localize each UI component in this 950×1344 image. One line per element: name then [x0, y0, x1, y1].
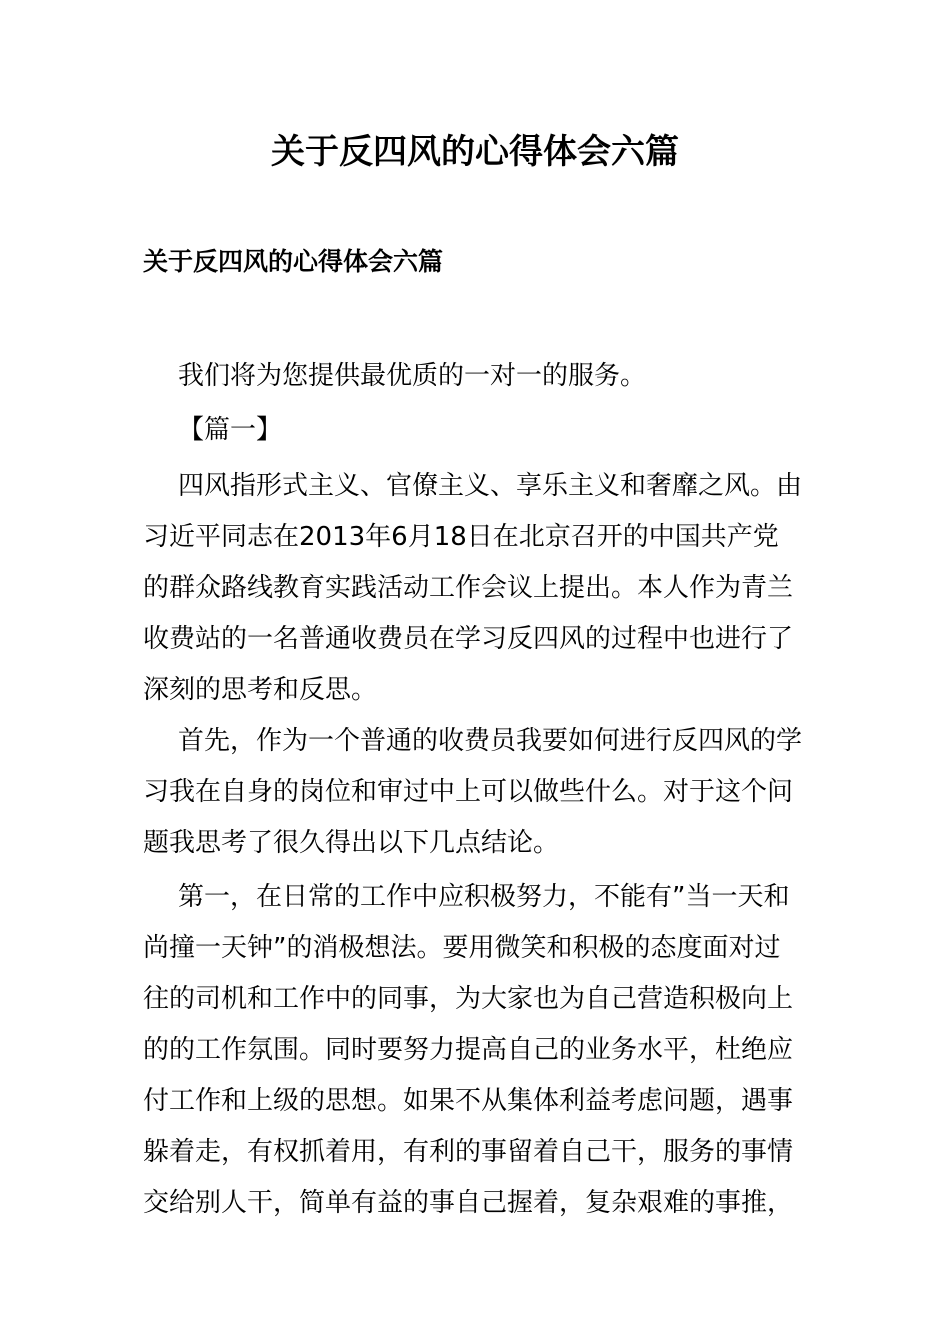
paragraph-3-line-5: 付工作和上级的思想。如果不从集体利益考虑问题，遇事 — [143, 1086, 794, 1116]
paragraph-1-line-1: 四风指形式主义、官僚主义、享乐主义和奢靡之风。由 — [178, 471, 803, 501]
paragraph-1-line-5: 深刻的思考和反思。 — [143, 675, 378, 705]
paragraph-3-line-4: 的的工作氛围。同时要努力提高自己的业务水平，杜绝应 — [143, 1035, 794, 1065]
document-subtitle: 关于反四风的心得体会六篇 — [143, 247, 444, 276]
document-title: 关于反四风的心得体会六篇 — [271, 132, 679, 172]
paragraph-2-line-2: 习我在自身的岗位和审过中上可以做些什么。对于这个问 — [143, 777, 794, 807]
section-heading: 【篇一】 — [178, 415, 283, 445]
paragraph-3-line-1: 第一，在日常的工作中应积极努力，不能有”当一天和 — [178, 882, 790, 912]
paragraph-1-line-4: 收费站的一名普通收费员在学习反四风的过程中也进行了 — [143, 624, 794, 654]
paragraph-2-line-1: 首先，作为一个普通的收费员我要如何进行反四风的学 — [178, 726, 803, 756]
intro-line: 我们将为您提供最优质的一对一的服务。 — [178, 361, 647, 391]
paragraph-1-line-2: 习近平同志在2013年6月18日在北京召开的中国共产党 — [143, 522, 779, 552]
paragraph-3-line-7: 交给别人干，简单有益的事自己握着，复杂艰难的事推， — [143, 1188, 794, 1218]
paragraph-1-line-3: 的群众路线教育实践活动工作会议上提出。本人作为青兰 — [143, 573, 794, 603]
paragraph-2-line-3: 题我思考了很久得出以下几点结论。 — [143, 828, 560, 858]
paragraph-3-line-2: 尚撞一天钟”的消极想法。要用微笑和积极的态度面对过 — [143, 933, 781, 963]
paragraph-3-line-6: 躲着走，有权抓着用，有利的事留着自己干，服务的事情 — [143, 1137, 794, 1167]
paragraph-3-line-3: 往的司机和工作中的同事，为大家也为自己营造积极向上 — [143, 984, 794, 1014]
